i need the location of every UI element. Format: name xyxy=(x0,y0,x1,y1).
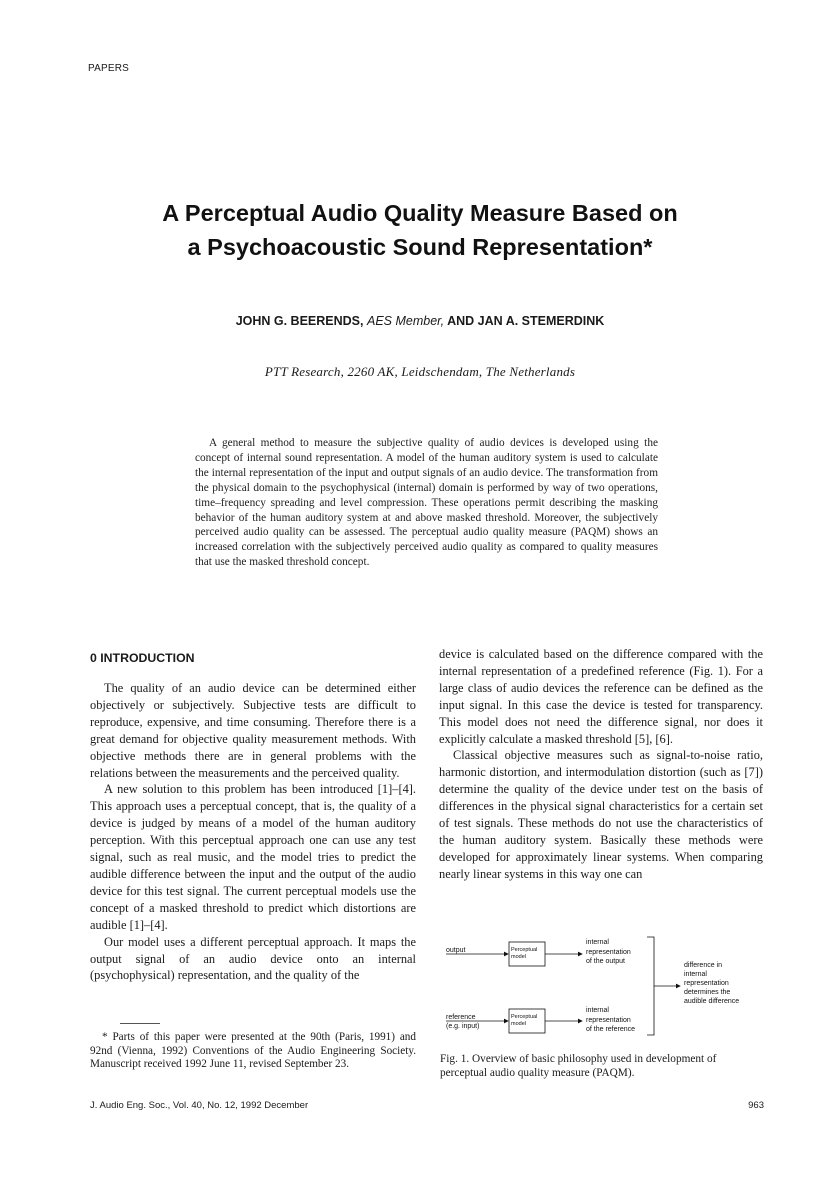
difference-label: internal xyxy=(684,971,707,978)
model-box-label: Perceptual xyxy=(511,1014,538,1020)
reference-sublabel: (e.g. input) xyxy=(446,1023,480,1030)
difference-label: representation xyxy=(684,980,729,987)
left-column xyxy=(90,651,416,984)
model-box-label: Perceptual xyxy=(511,947,538,953)
figure-caption: Fig. 1. Overview of basic philosophy used in development of perceptual audio quality measure (PAQM). xyxy=(440,1053,717,1079)
section-heading: 0 INTRODUCTION xyxy=(90,651,195,665)
footnote-rule xyxy=(120,1023,160,1024)
page-number: 963 xyxy=(748,1100,764,1111)
paragraph: The quality of an audio device can be determined either objectively or subjectively. Subjective tests are difficult to reproduce, expensive, and time consuming. Therefore there is a great demand for objective quality measurement methods. With objective methods there are in general problems with the relations between the measurements and the perceived quality. xyxy=(90,681,416,780)
author-names-1: JOHN G. BEERENDS, xyxy=(235,314,364,328)
title-line-2: a Psychoacoustic Sound Representation* xyxy=(187,234,653,260)
rep-output-label: internal xyxy=(586,939,609,946)
author-names-2: AND JAN A. STEMERDINK xyxy=(447,314,605,328)
paragraph: device is calculated based on the difference compared with the internal representation of a predefined reference (Fig. 1). For a large class of audio devices the reference can be defined as the input signal. In this case the device is tested for transparency. This model does not need the difference signal, nor does it explicitly calculate a masked threshold [5], [6]. xyxy=(439,647,763,746)
difference-label: audible difference xyxy=(684,998,740,1005)
rep-ref-label: representation xyxy=(586,1017,631,1024)
rep-output-label: representation xyxy=(586,949,631,956)
model-box-label: model xyxy=(511,1021,526,1027)
output-label: output xyxy=(446,947,466,954)
right-column xyxy=(439,646,763,883)
reference-label: reference xyxy=(446,1014,476,1021)
paragraph: Classical objective measures such as signal-to-noise ratio, harmonic distortion, and intermodulation distortion (such as [7]) determine the quality of the device under test on the basis of differences in the physical signal characteristics for a certain set of test signals. These methods do not use the characteristics of the human auditory system. Basically these methods were developed for approximately linear systems. When comparing nearly linear systems in this way one can xyxy=(439,748,763,881)
difference-label: difference in xyxy=(684,962,723,969)
rep-output-label: of the output xyxy=(586,958,625,965)
figure-1-diagram xyxy=(442,930,764,1045)
running-head: PAPERS xyxy=(88,63,130,74)
affiliation: PTT Research, 2260 AK, Leidschendam, The Netherlands xyxy=(264,364,576,379)
author-role: AES Member, xyxy=(366,314,445,328)
paragraph: A new solution to this problem has been introduced [1]–[4]. This approach uses a perceptual concept, that is, the quality of a device is judged by means of a model of the human auditory perception. With this perceptual approach one can use any test signal, such as real music, and the model tries to predict the audible difference between the input and the output of the audio device for this test signal. The current perceptual models use the concept of a masked threshold to predict which distortions are audible [1]–[4]. xyxy=(90,782,416,932)
diagram-svg xyxy=(442,930,764,1045)
abstract: A general method to measure the subjective quality of audio devices is developed using the concept of internal sound representation. A model of the human auditory system is used to calculate the internal representation of the input and output signals of an audio device. The transformation from the physical domain to the psychophysical (internal) domain is performed by way of two operations, time–frequency spreading and level compression. These operations permit describing the masking behavior of the human auditory system at and above masked threshold. Moreover, the subjectively perceived audio quality can be assessed. The perceptual audio quality measure (PAQM) shows an increased correlation with the subjectively perceived audio quality as compared to quality measures that use the masked threshold concept. xyxy=(195,437,658,569)
journal-footer: J. Audio Eng. Soc., Vol. 40, No. 12, 1992 December xyxy=(90,1100,309,1111)
rep-ref-label: of the reference xyxy=(586,1026,636,1033)
footnote: * Parts of this paper were presented at the 90th (Paris, 1991) and 92nd (Vienna, 1992) Conventions of the Audio Engineering Society. Manuscript received 1992 June 11, revised September 23. xyxy=(90,1031,416,1071)
title-line-1: A Perceptual Audio Quality Measure Based on xyxy=(162,200,678,226)
paper-title xyxy=(60,196,780,264)
comparison-bracket xyxy=(647,937,654,1035)
model-box-label: model xyxy=(511,954,526,960)
difference-label: determines the xyxy=(684,989,731,996)
authors xyxy=(60,314,780,328)
paragraph: Our model uses a different perceptual approach. It maps the output signal of an audio device onto an internal (psychophysical) representation, and the quality of the xyxy=(90,934,416,983)
rep-ref-label: internal xyxy=(586,1007,609,1014)
